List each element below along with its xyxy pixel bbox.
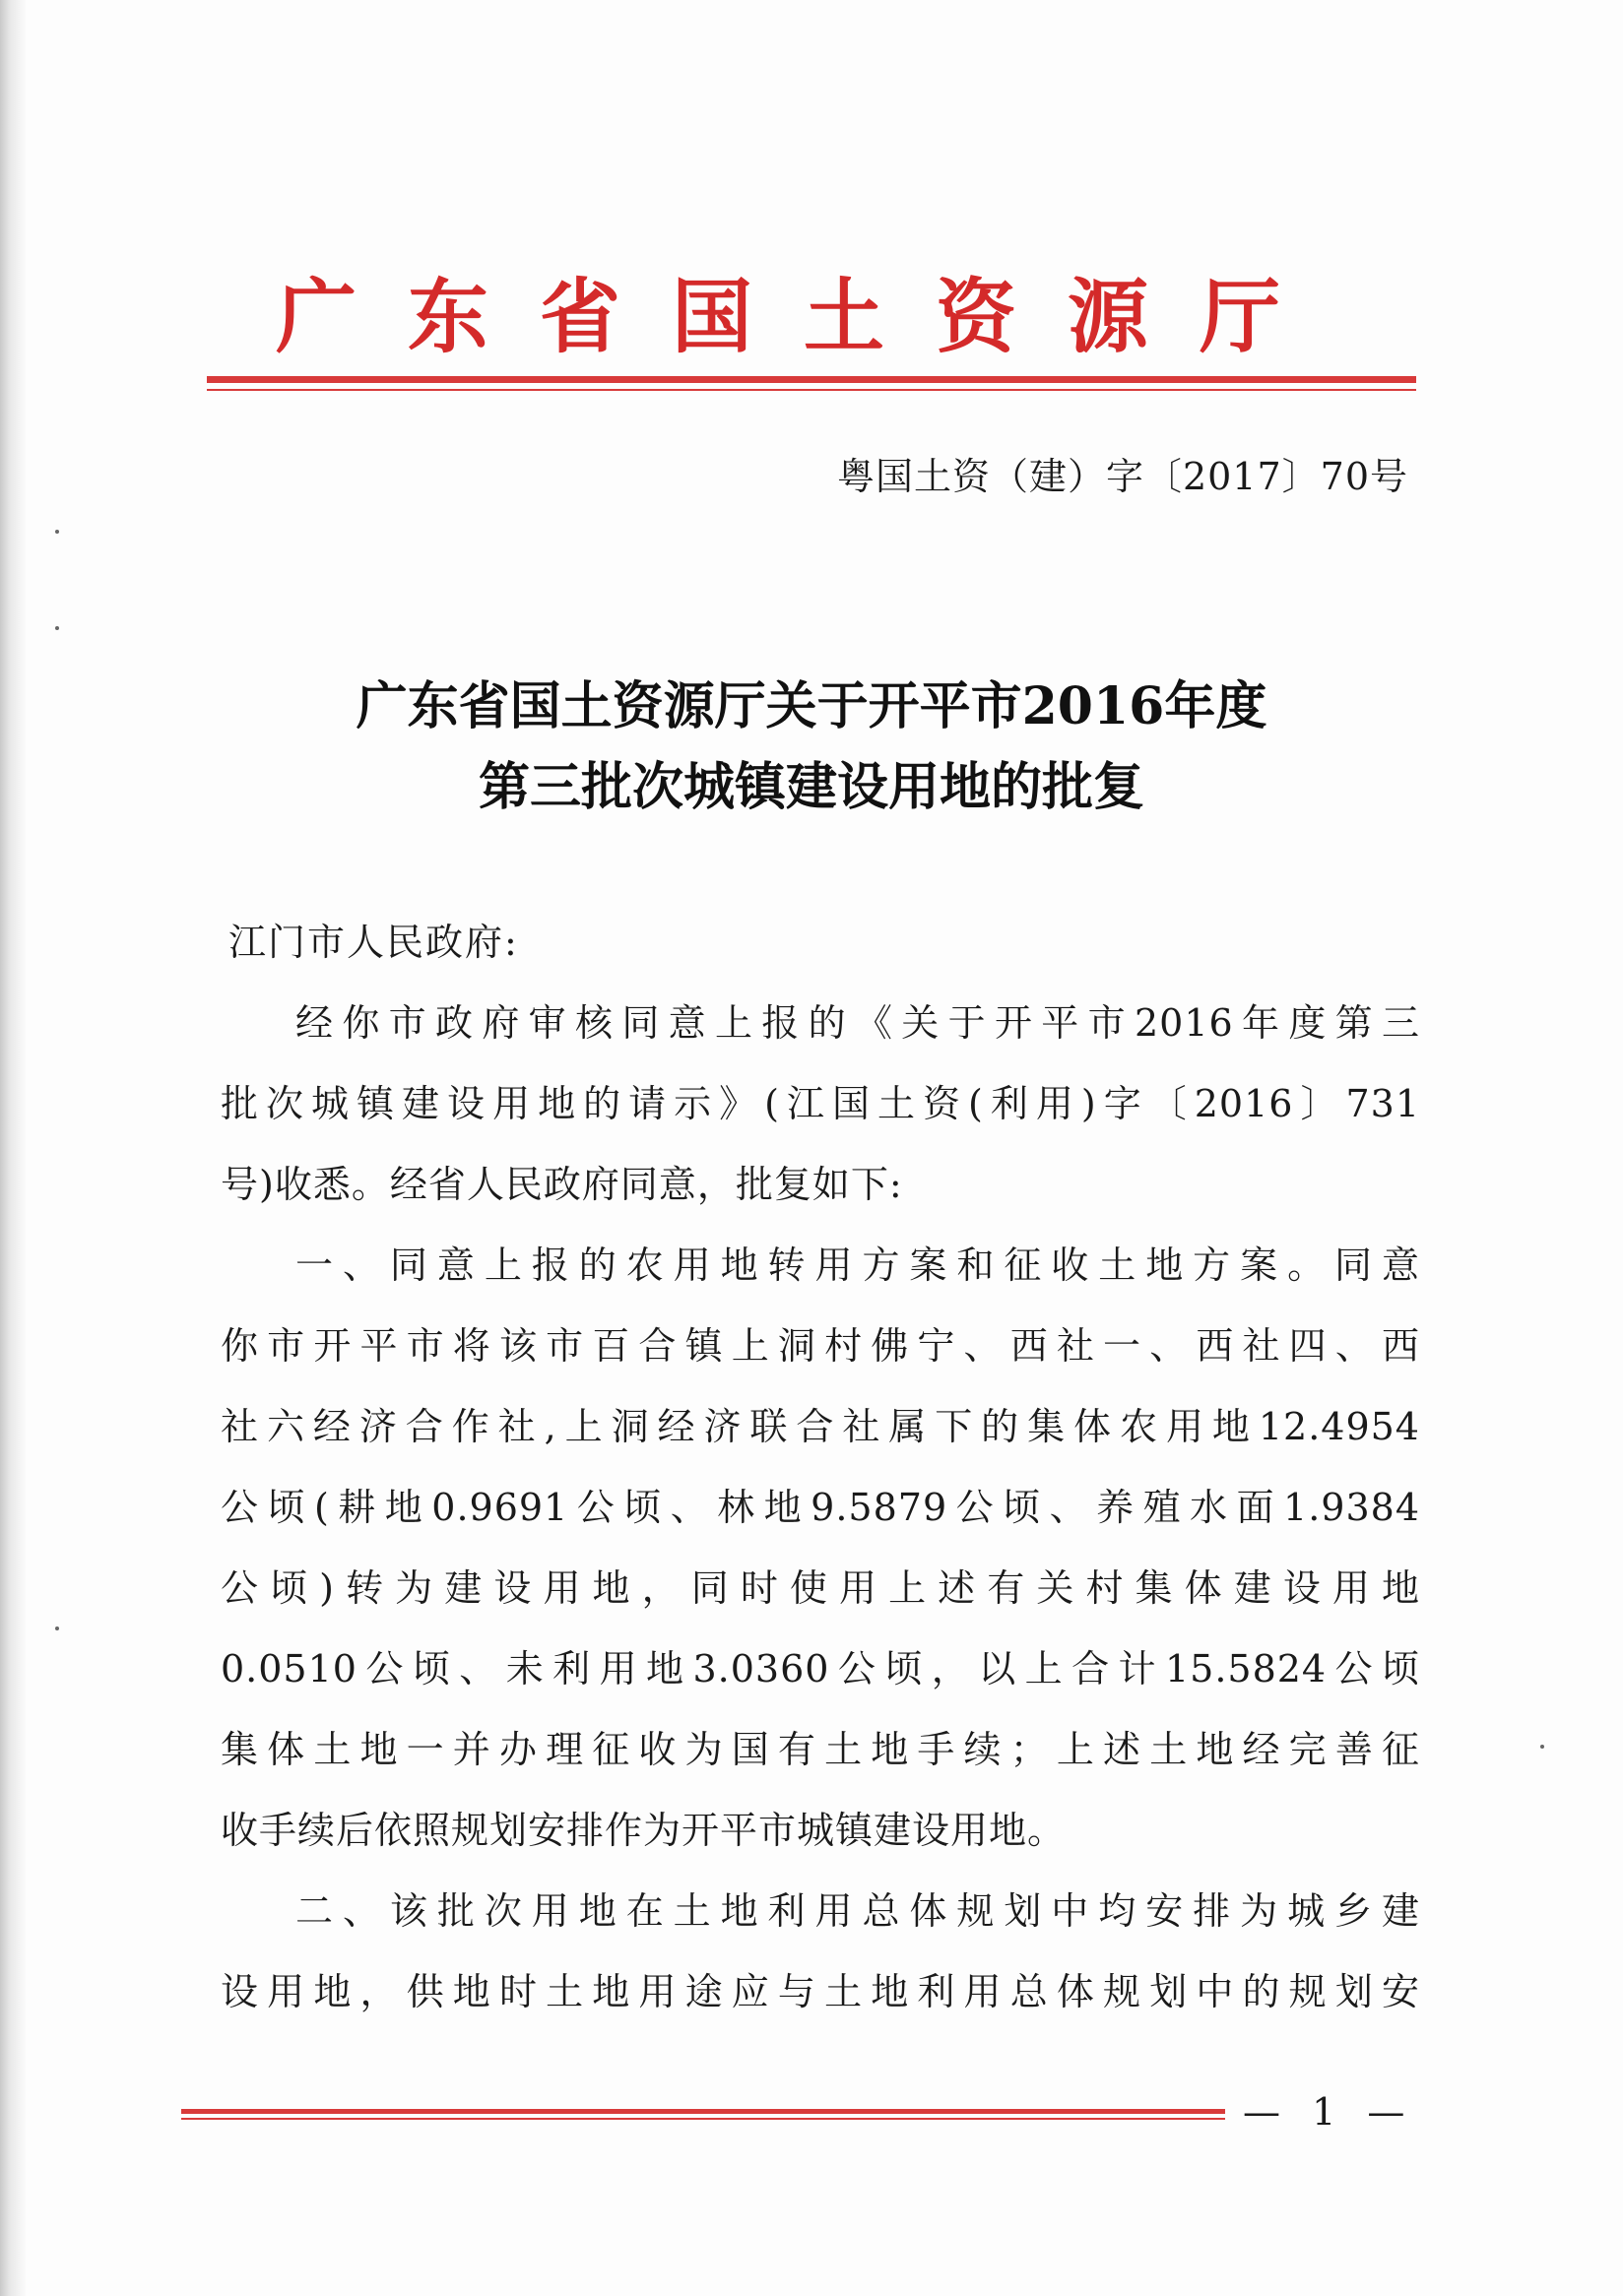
- footer-red-rule-thin: [181, 2118, 1225, 2120]
- footer-red-rule-thick: [181, 2109, 1225, 2114]
- body-line: 设用地，供地时土地用途应与土地利用总体规划中的规划安: [221, 1970, 1420, 2013]
- letterhead-org-name: 广东省国土资源厅: [276, 270, 1332, 364]
- document-title-line-2: 第三批次城镇建设用地的批复: [478, 757, 1144, 817]
- body-line: 社六经济合作社,上洞经济联合社属下的集体农用地12.4954: [221, 1405, 1420, 1448]
- body-line: 公顷)转为建设用地，同时使用上述有关村集体建设用地: [221, 1566, 1420, 1610]
- page-number: — 1 —: [1243, 2090, 1415, 2134]
- body-line: 你市开平市将该市百合镇上洞村佛宁、西社一、西社四、西: [221, 1324, 1420, 1368]
- scan-speck: [55, 530, 59, 534]
- letterhead-red-rule-thin: [207, 389, 1416, 391]
- body-line: 二、该批次用地在土地利用总体规划中均安排为城乡建: [295, 1889, 1420, 1933]
- body-line: 经你市政府审核同意上报的《关于开平市2016年度第三: [295, 1001, 1420, 1045]
- scan-speck: [1540, 1745, 1544, 1749]
- addressee: 江门市人民政府:: [228, 921, 519, 964]
- scan-edge-shadow: [0, 0, 26, 2296]
- scan-speck: [55, 626, 59, 630]
- document-title-line-1: 广东省国土资源厅关于开平市2016年度: [356, 676, 1267, 736]
- body-line: 号)收悉。经省人民政府同意，批复如下:: [221, 1163, 903, 1206]
- body-line: 集体土地一并办理征收为国有土地手续；上述土地经完善征: [221, 1728, 1420, 1771]
- scan-speck: [55, 1626, 59, 1630]
- body-line: 一、同意上报的农用地转用方案和征收土地方案。同意: [295, 1244, 1420, 1287]
- body-line: 0.0510公顷、未利用地3.0360公顷，以上合计15.5824公顷: [221, 1647, 1420, 1690]
- document-number: 粤国土资（建）字〔2017〕70号: [836, 455, 1408, 498]
- body-line: 收手续后依照规划安排作为开平市城镇建设用地。: [221, 1809, 1067, 1852]
- body-line: 批次城镇建设用地的请示》(江国土资(利用)字〔2016〕731: [221, 1082, 1420, 1125]
- body-line: 公顷(耕地0.9691公顷、林地9.5879公顷、养殖水面1.9384: [221, 1486, 1420, 1529]
- letterhead-red-rule-thick: [207, 376, 1416, 383]
